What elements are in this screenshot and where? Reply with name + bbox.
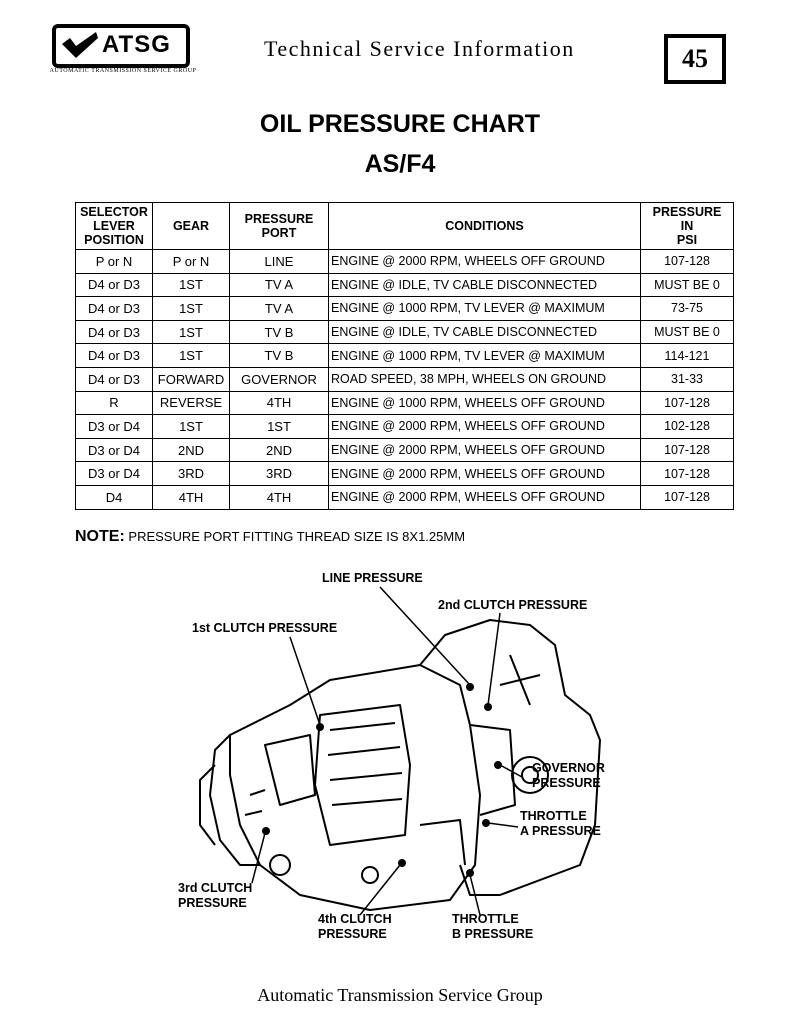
- label-throttle-a-pressure: [520, 809, 601, 839]
- cell-gear: 1ST: [153, 273, 230, 297]
- label-line: THROTTLE: [452, 912, 519, 926]
- label-line: PRESSURE: [178, 896, 247, 910]
- cell-selector: D3 or D4: [76, 438, 153, 462]
- label-line: GOVERNOR: [532, 761, 605, 775]
- chart-title: OIL PRESSURE CHART: [259, 110, 541, 138]
- header-line: SELECTOR: [80, 205, 148, 219]
- label-line: 4th CLUTCH: [318, 912, 392, 926]
- header-line: IN: [680, 219, 694, 233]
- header-line: LEVER: [93, 219, 135, 233]
- cell-conditions: ENGINE @ 2000 RPM, WHEELS OFF GROUND: [329, 462, 641, 486]
- header-conditions: [329, 203, 641, 250]
- cell-psi: 107-128: [641, 438, 734, 462]
- cell-selector: R: [76, 391, 153, 415]
- cell-conditions: ENGINE @ 2000 RPM, WHEELS OFF GROUND: [329, 485, 641, 509]
- chart-subtitle: AS/F4: [364, 150, 436, 178]
- cell-psi: 31-33: [641, 367, 734, 391]
- cell-psi: 107-128: [641, 462, 734, 486]
- cell-gear: 1ST: [153, 320, 230, 344]
- label-3rd-clutch-pressure: [178, 881, 252, 911]
- cell-psi: 107-128: [641, 250, 734, 274]
- cell-psi: 114-121: [641, 344, 734, 368]
- cell-port: 3RD: [230, 462, 329, 486]
- cell-conditions: ENGINE @ 2000 RPM, WHEELS OFF GROUND: [329, 438, 641, 462]
- label-line: A PRESSURE: [520, 824, 601, 838]
- cell-psi: 102-128: [641, 415, 734, 439]
- header-line: GEAR: [172, 219, 210, 233]
- header-title: Technical Service Information: [264, 36, 575, 61]
- cell-port: GOVERNOR: [230, 367, 329, 391]
- header-gear: [153, 203, 230, 250]
- note-label: NOTE:: [75, 528, 125, 545]
- check-mark-icon: [60, 30, 100, 60]
- table-row: [76, 273, 734, 297]
- table-body: [76, 250, 734, 510]
- cell-port: 4TH: [230, 391, 329, 415]
- table-row: [76, 367, 734, 391]
- cell-gear: FORWARD: [153, 367, 230, 391]
- page-number: 45: [664, 34, 726, 84]
- cell-selector: D4: [76, 485, 153, 509]
- cell-selector: D4 or D3: [76, 344, 153, 368]
- cell-psi: 107-128: [641, 485, 734, 509]
- label-line: PRESSURE: [532, 776, 601, 790]
- cell-conditions: ENGINE @ IDLE, TV CABLE DISCONNECTED: [329, 273, 641, 297]
- cell-gear: REVERSE: [153, 391, 230, 415]
- table-row: [76, 297, 734, 321]
- footer-text: Automatic Transmission Service Group: [257, 985, 543, 1005]
- cell-port: TV A: [230, 273, 329, 297]
- label-line: PRESSURE: [318, 927, 387, 941]
- cell-conditions: ENGINE @ 1000 RPM, TV LEVER @ MAXIMUM: [329, 344, 641, 368]
- cell-psi: 107-128: [641, 391, 734, 415]
- note: [75, 528, 465, 546]
- cell-gear: 2ND: [153, 438, 230, 462]
- oil-pressure-table: [75, 202, 734, 510]
- cell-conditions: ENGINE @ IDLE, TV CABLE DISCONNECTED: [329, 320, 641, 344]
- cell-conditions: ENGINE @ 2000 RPM, WHEELS OFF GROUND: [329, 250, 641, 274]
- cell-gear: 4TH: [153, 485, 230, 509]
- table-row: [76, 485, 734, 509]
- cell-port: TV B: [230, 320, 329, 344]
- label-2nd-clutch-pressure: 2nd CLUTCH PRESSURE: [438, 598, 588, 612]
- cell-port: 2ND: [230, 438, 329, 462]
- cell-selector: D4 or D3: [76, 320, 153, 344]
- table-row: [76, 320, 734, 344]
- cell-selector: P or N: [76, 250, 153, 274]
- cell-selector: D4 or D3: [76, 273, 153, 297]
- cell-gear: 1ST: [153, 297, 230, 321]
- label-throttle-b-pressure: [452, 912, 533, 942]
- cell-selector: D3 or D4: [76, 415, 153, 439]
- header-pressure-psi: [641, 203, 734, 250]
- table-row: [76, 462, 734, 486]
- cell-psi: 73-75: [641, 297, 734, 321]
- cell-gear: 1ST: [153, 415, 230, 439]
- cell-conditions: ENGINE @ 2000 RPM, WHEELS OFF GROUND: [329, 415, 641, 439]
- label-line: B PRESSURE: [452, 927, 534, 941]
- cell-gear: 3RD: [153, 462, 230, 486]
- label-line-pressure: LINE PRESSURE: [322, 571, 423, 585]
- cell-selector: D4 or D3: [76, 367, 153, 391]
- cell-selector: D3 or D4: [76, 462, 153, 486]
- atsg-logo: [48, 22, 198, 80]
- header-line: PORT: [261, 226, 297, 240]
- header-line: CONDITIONS: [445, 219, 524, 233]
- header-line: POSITION: [84, 233, 144, 247]
- label-4th-clutch-pressure: [318, 912, 392, 942]
- cell-psi: MUST BE 0: [641, 320, 734, 344]
- cell-conditions: ROAD SPEED, 38 MPH, WHEELS ON GROUND: [329, 367, 641, 391]
- transmission-diagram: [170, 565, 630, 950]
- cell-port: TV B: [230, 344, 329, 368]
- table-row: [76, 415, 734, 439]
- logo-box: [52, 24, 190, 68]
- label-governor-pressure: [532, 761, 605, 791]
- label-line: THROTTLE: [520, 809, 587, 823]
- table-row: [76, 391, 734, 415]
- logo-subtext: AUTOMATIC TRANSMISSION SERVICE GROUP: [49, 68, 197, 74]
- table-row: [76, 250, 734, 274]
- logo-text: ATSG: [102, 31, 171, 58]
- header-line: PSI: [676, 233, 698, 247]
- header-line: PRESSURE: [652, 205, 722, 219]
- header-line: PRESSURE: [244, 212, 314, 226]
- note-text: PRESSURE PORT FITTING THREAD SIZE IS 8X1.25MM: [128, 529, 466, 544]
- cell-conditions: ENGINE @ 1000 RPM, WHEELS OFF GROUND: [329, 391, 641, 415]
- cell-port: 4TH: [230, 485, 329, 509]
- cell-port: 1ST: [230, 415, 329, 439]
- label-1st-clutch-pressure: 1st CLUTCH PRESSURE: [192, 621, 338, 635]
- cell-port: TV A: [230, 297, 329, 321]
- table-row: [76, 438, 734, 462]
- table-row: [76, 344, 734, 368]
- cell-conditions: ENGINE @ 1000 RPM, TV LEVER @ MAXIMUM: [329, 297, 641, 321]
- cell-selector: D4 or D3: [76, 297, 153, 321]
- cell-gear: P or N: [153, 250, 230, 274]
- table-header-row: [76, 203, 734, 250]
- header-pressure-port: [230, 203, 329, 250]
- label-line: 3rd CLUTCH: [178, 881, 253, 895]
- cell-port: LINE: [230, 250, 329, 274]
- cell-gear: 1ST: [153, 344, 230, 368]
- cell-psi: MUST BE 0: [641, 273, 734, 297]
- header-selector-lever-position: [76, 203, 153, 250]
